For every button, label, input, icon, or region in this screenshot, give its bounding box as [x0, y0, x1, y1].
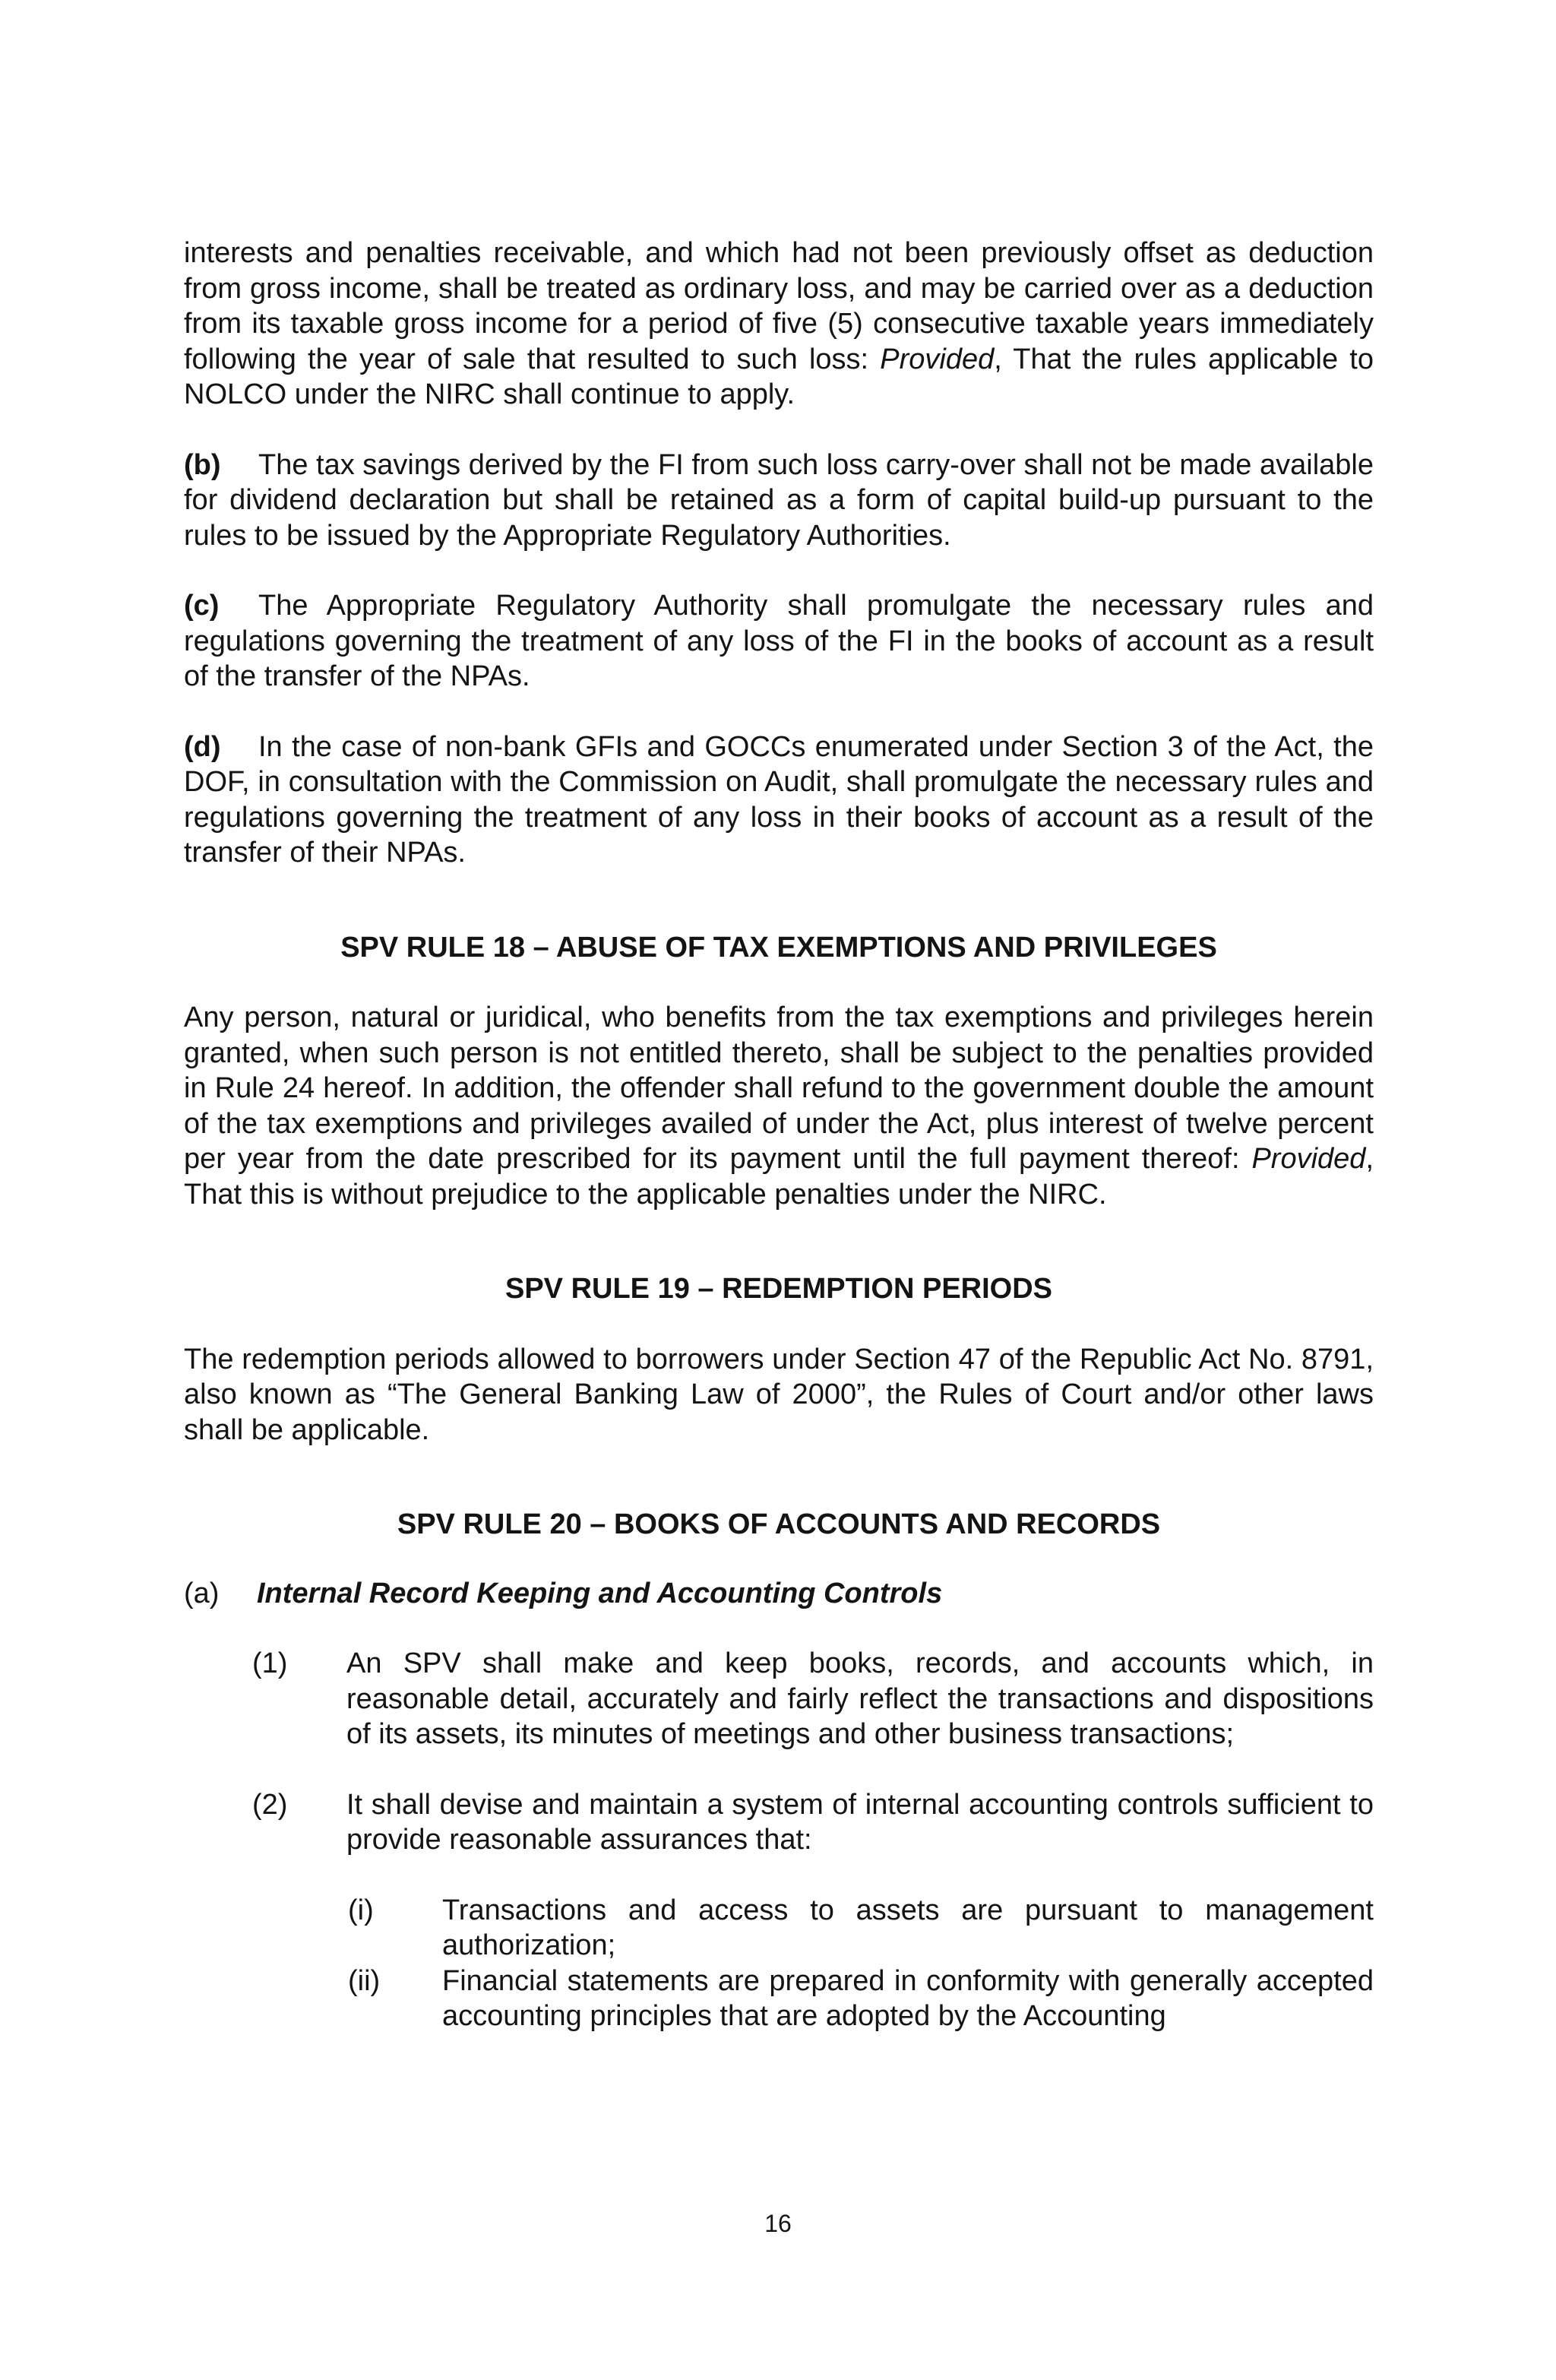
rule-20-heading: SPV RULE 20 – BOOKS OF ACCOUNTS AND RECORDS — [397, 1508, 1161, 1540]
item-text: It shall devise and maintain a system of internal accounting controls sufficient to provide reasonable assurances that: — [346, 1788, 1374, 1856]
rule-20-subsection-a — [184, 1576, 1374, 1612]
list-item-1 — [252, 1646, 1374, 1752]
rule-19-heading: SPV RULE 19 – REDEMPTION PERIODS — [504, 1273, 1053, 1305]
paragraph-label: (b) — [184, 448, 221, 481]
item-number: (1) — [252, 1647, 288, 1679]
item-number: (2) — [252, 1788, 288, 1821]
paragraph-label: (d) — [184, 730, 221, 763]
intro-paragraph: interests and penalties receivable, and which had not been previously offset as deduction from gross income, shall be treated as ordinary loss, and may be carried over as a deduction from its taxable gross income for a period of five (5) consecutive taxable years immediately following the year of sale that resulted to such loss: Provided, That the rules applicable to NOLCO under the NIRC shall continue to apply. — [184, 237, 1374, 410]
rule-18-paragraph: Any person, natural or juridical, who benefits from the tax exemptions and privileges herein granted, when such person is not entitled thereto, shall be subject to the penalties provided in Rule 24 hereof. In addition, the offender shall refund to the government double the amount of the tax exemptions and privileges availed of under the Act, plus interest of twelve percent per year from the date prescribed for its payment until the full payment thereof: Provided, That this is without prejudice to the applicable penalties under the NIRC. — [184, 1002, 1374, 1211]
item-text: Financial statements are prepared in conformity with generally accepted accounting principles that are adopted by the Accounting — [442, 1964, 1374, 2032]
page-number: 16 — [764, 2210, 792, 2237]
paragraph-c: (c) The Appropriate Regulatory Authority shall promulgate the necessary rules and regulations governing the treatment of any loss of the FI in the books of account as a result of the transfer of the NPAs. — [184, 590, 1374, 692]
document-page — [184, 236, 1374, 2034]
item-text: Transactions and access to assets are pursuant to management authorization; — [442, 1894, 1374, 1961]
provided-italic: Provided — [880, 343, 995, 375]
subsection-label: (a) — [184, 1577, 220, 1609]
rule-19-paragraph: The redemption periods allowed to borrowers under Section 47 of the Republic Act No. 8791, also known as “The General Banking Law of 2000”, the Rules of Court and/or other laws shall be applicable. — [184, 1343, 1374, 1446]
sub-item-ii — [348, 1964, 1374, 2034]
item-number: (ii) — [348, 1964, 381, 1997]
list-item-2 — [252, 1787, 1374, 1858]
item-number: (i) — [348, 1894, 374, 1926]
sub-item-i — [348, 1893, 1374, 1964]
paragraph-label: (c) — [184, 590, 220, 622]
paragraph-d: (d) In the case of non-bank GFIs and GOCCs enumerated under Section 3 of the Act, the DOF, in consultation with the Commission on Audit, shall promulgate the necessary rules and regulations governing the treatment of any loss in their books of account as a result of the transfer of their NPAs. — [184, 730, 1374, 869]
paragraph-b: (b) The tax savings derived by the FI from such loss carry-over shall not be made available for dividend declaration but shall be retained as a form of capital build-up pursuant to the rules to be issued by the Appropriate Regulatory Authorities. — [184, 448, 1374, 552]
subsection-title: Internal Record Keeping and Accounting Controls — [257, 1577, 943, 1609]
provided-italic: Provided — [1251, 1143, 1366, 1175]
rule-18-heading: SPV RULE 18 – ABUSE OF TAX EXEMPTIONS AND PRIVILEGES — [340, 931, 1217, 964]
item-text: An SPV shall make and keep books, records, and accounts which, in reasonable detail, accurately and fairly reflect the transactions and dispositions of its assets, its minutes of meetings and other business transactions; — [346, 1647, 1374, 1750]
